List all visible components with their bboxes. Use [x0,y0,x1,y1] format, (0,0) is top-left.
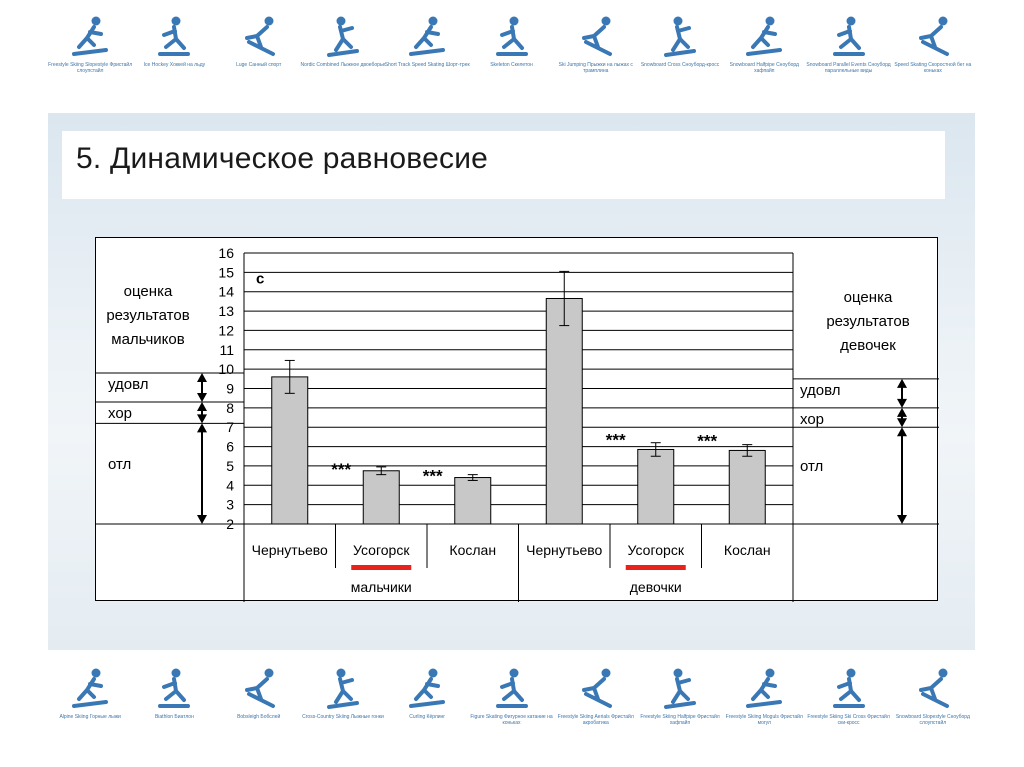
bar-chart [96,238,939,602]
freestyle-halfpipe-icon [660,666,700,710]
bar [546,298,582,524]
left-scale-label: удовл [108,376,149,394]
skeleton-icon [492,14,532,58]
right-scale-arrowhead [897,418,907,427]
freestyle-ski-cross-icon [829,666,869,710]
y-tick-label: 2 [226,516,234,532]
nordic-combined-icon [323,14,363,58]
right-scale-label: отл [800,457,824,475]
pictogram-caption: Bobsleigh Бобслей [237,714,281,720]
top-pictogram-band [48,0,975,113]
alpine-skiing-icon [70,666,110,710]
pictogram-caption: Biathlon Биатлон [154,714,194,720]
left-scale-arrowhead [197,423,207,432]
right-scale-arrowhead [897,515,907,524]
snowboard-slopestyle-icon [913,666,953,710]
y-tick-label: 10 [218,361,234,378]
bar [638,449,674,524]
left-scale-label: хор [108,405,133,423]
pictogram-caption: Snowboard Parallel Events Сноуборд параллельные виды [806,62,891,74]
bar [729,450,765,524]
right-scale-arrowhead [897,408,907,417]
pictogram-caption: Curling Кёрлинг [409,714,446,720]
y-tick-label: 15 [218,264,234,281]
y-tick-label: 11 [219,341,234,358]
figure-skating-icon [492,666,532,710]
y-tick-label: 12 [218,322,234,339]
pictogram-caption: Alpine Skiing Горные лыжи [59,714,121,720]
highlight-underline [626,565,686,570]
significance-label: *** [331,459,352,479]
pictogram-caption: Freestyle Skiing Slopestyle Фристайл слоупстайл [48,62,133,74]
freestyle-aerials-icon [576,666,616,710]
x-category-label: Чернутьево [251,542,328,558]
left-scale-title: оценка результатов мальчиков [106,283,190,348]
y-tick-label: 13 [218,303,234,320]
significance-label: *** [605,430,626,450]
x-category-label: Кослан [723,542,771,558]
pictogram-caption: Ski Jumping Прыжки на лыжах с трамплина [558,62,633,74]
y-tick-label: 6 [226,438,234,455]
snowboard-cross-icon [660,14,700,58]
y-tick-label: 9 [226,380,234,397]
cross-country-skiing-icon [323,666,363,710]
right-scale-label: удовл [800,381,841,399]
bobsleigh-icon [239,666,279,710]
chart-frame [95,237,938,601]
left-scale-arrowhead [197,373,207,382]
right-scale-arrowhead [897,399,907,408]
x-group-label: мальчики [350,579,412,595]
snowboard-halfpipe-icon [744,14,784,58]
left-scale-arrowhead [197,393,207,402]
slide-title: 5. Динамическое равновесие [76,142,489,175]
left-scale-arrowhead [197,515,207,524]
pictogram-caption: Ice Hockey Хоккей на льду [143,62,206,68]
pictogram-caption: Snowboard Slopestyle Сноуборд слоупстайл [895,714,970,726]
ski-jumping-icon [576,14,616,58]
left-scale-arrowhead [197,414,207,423]
pictogram-caption: Snowboard Cross Сноуборд-кросс [640,62,720,68]
pictogram-caption: Freestyle Skiing Moguls Фристайл могул [725,714,803,726]
speed-skating-icon [913,14,953,58]
pictogram-caption: Cross-Country Skiing Лыжные гонки [302,714,384,720]
freestyle-skiing-slopestyle-icon [70,14,110,58]
luge-icon [239,14,279,58]
pictogram-caption: Figure Skating Фигурное катание на коньках [470,714,553,726]
x-category-label: Чернутьево [526,542,603,558]
short-track-icon [407,14,447,58]
pictogram-caption: Freestyle Skiing Ski Cross Фристайл ски-кросс [807,714,890,726]
left-scale-arrowhead [197,402,207,411]
highlight-underline [351,565,411,570]
x-category-label: Усогорск [627,542,684,558]
significance-label: *** [697,431,718,451]
y-tick-label: 16 [218,245,234,261]
x-category-label: Кослан [449,542,497,558]
pictogram-caption: Short Track Speed Skating Шорт-трек [384,62,470,68]
pictogram-caption: Nordic Combined Лыжное двоеборье [300,62,386,68]
significance-label: *** [422,466,443,486]
pictogram-caption: Speed Skating Скоростной бег на коньках [894,62,972,74]
pictogram-caption: Freestyle Skiing Halfpipe Фристайл хафпайп [640,714,720,726]
x-group-label: девочки [629,579,682,595]
y-tick-label: 3 [226,496,234,513]
pictogram-caption: Freestyle Skiing Aerials Фристайл акробатика [557,714,634,726]
pictogram-caption: Skeleton Скелетон [490,62,533,68]
bar [363,471,399,524]
right-scale-title: оценка результатов девочек [826,289,910,354]
freestyle-moguls-icon [744,666,784,710]
pictogram-caption: Snowboard Halfpipe Сноуборд хафпайп [729,62,799,74]
bar [455,478,491,524]
x-category-label: Усогорск [353,542,410,558]
y-tick-label: 4 [226,477,234,494]
snowboard-parallel-icon [829,14,869,58]
ice-hockey-icon [154,14,194,58]
right-scale-arrowhead [897,379,907,388]
curling-icon [407,666,447,710]
bar [272,377,308,524]
y-tick-label: 14 [218,283,234,300]
right-scale-label: хор [800,410,825,428]
bottom-pictogram-band [48,650,975,767]
biathlon-icon [154,666,194,710]
left-scale-label: отл [108,455,132,473]
y-tick-label: 5 [226,457,234,474]
y-tick-label: 7 [226,419,234,436]
pictogram-caption: Luge Санный спорт [236,62,282,68]
y-tick-label: 8 [226,399,234,416]
right-scale-arrowhead [897,427,907,436]
corner-letter: c [256,270,265,288]
